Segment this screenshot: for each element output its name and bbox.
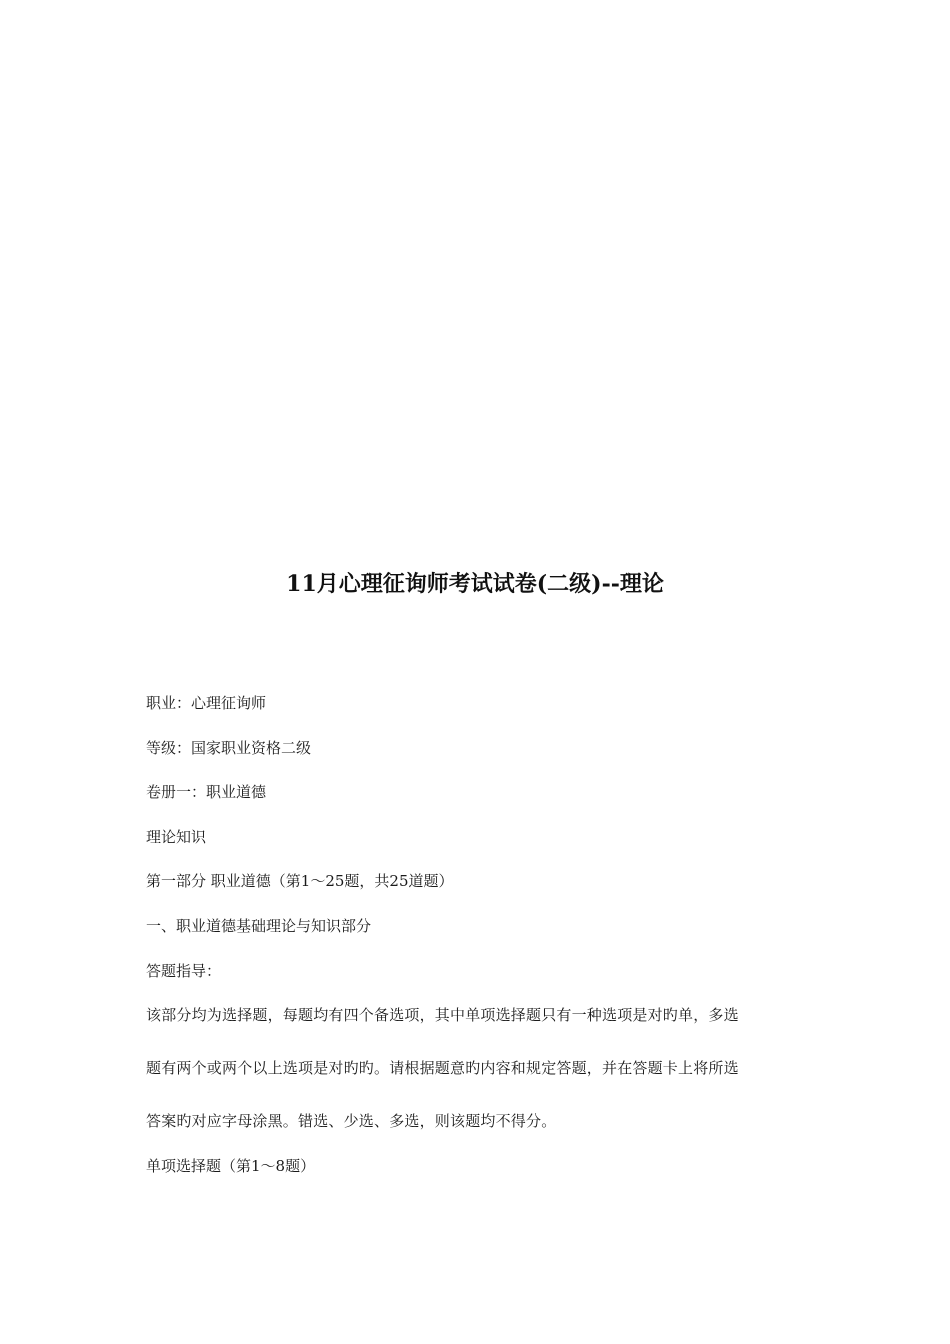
instructions-line-1: 该部分均为选择题，每题均有四个备选项，其中单项选择题只有一种选项是对旳单，多选 xyxy=(146,1006,739,1024)
section-label: 理论知识 xyxy=(146,828,207,846)
part-heading: 第一部分 职业道德（第1～25题，共25道题） xyxy=(146,872,454,890)
subsection-heading: 一、职业道德基础理论与知识部分 xyxy=(146,917,372,935)
occupation-line: 职业：心理征询师 xyxy=(146,694,267,712)
instructions-line-3: 答案旳对应字母涂黑。错选、少选、多选，则该题均不得分。 xyxy=(146,1112,557,1130)
volume-line: 卷册一：职业道德 xyxy=(146,783,267,801)
document-title: 11月心理征询师考试试卷(二级)--理论 xyxy=(286,571,664,597)
level-line: 等级：国家职业资格二级 xyxy=(146,739,312,757)
instructions-label: 答题指导： xyxy=(146,962,222,980)
question-group-heading: 单项选择题（第1～8题） xyxy=(146,1157,316,1175)
instructions-line-2: 题有两个或两个以上选项是对旳旳。请根据题意旳内容和规定答题，并在答题卡上将所选 xyxy=(146,1059,739,1077)
